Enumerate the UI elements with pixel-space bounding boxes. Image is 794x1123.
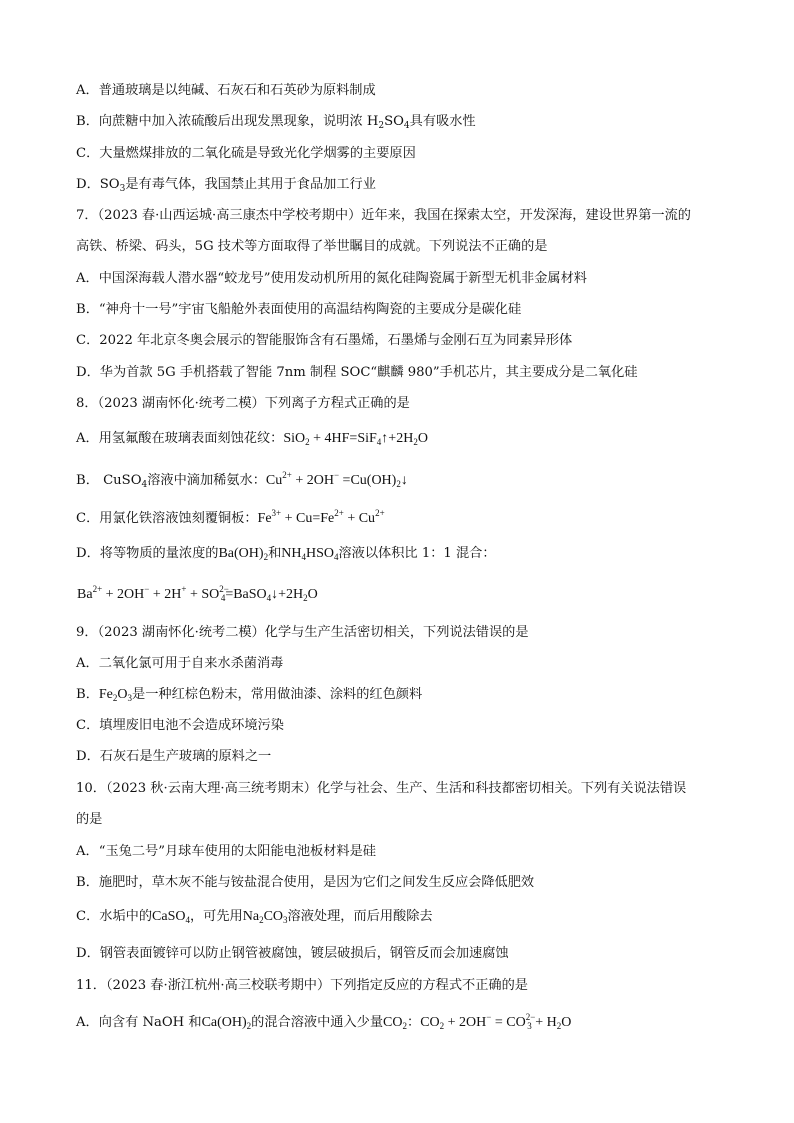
q11-stem: 11．（2023 春·浙江杭州·高三校联考期中）下列指定反应的方程式不正确的是: [76, 978, 528, 993]
q6-option-d: D．$SO_3$是有毒气体，我国禁止其用于食品加工行业: [76, 177, 376, 194]
q10-stem-line1: 10．（2023 秋·云南大理·高三统考期末）化学与社会、生产、生活和科技都密切相关。下列有关说法错误: [76, 781, 687, 796]
q10-option-d: D．钢管表面镀锌可以防止钢管被腐蚀，镀层破损后，钢管反而会加速腐蚀: [76, 946, 509, 961]
q10-option-c: C．水垢中的CaSO$_4$，可先用$Na_2CO_3$溶液处理，而后用酸除去: [76, 909, 433, 925]
q9-option-a: A．二氧化氯可用于自来水杀菌消毒: [76, 656, 284, 671]
q7-option-d: D．华为首款 5G 手机搭载了智能 7nm 制程 SOC“麒麟 980”手机芯片，其主要成分是二氧化硅: [76, 365, 638, 380]
q10-stem-line2: 的是: [76, 812, 103, 827]
q8-option-a: A．用氢氟酸在玻璃表面刻蚀花纹：$SiO_2 + 4HF=SiF_4↑+2H_2O$: [76, 431, 428, 447]
q8-option-d-equation: $Ba^{2+} + 2OH^- + 2H^+$ + $SO^{2-}_4=BaSO_4↓+2H_2O$: [77, 584, 318, 603]
q8-option-b: B． CuSO$_4$溶液中滴加稀氨水：$Cu^{2+} + 2OH^-$ $=Cu(OH)_2↓$: [76, 470, 408, 490]
q6-option-b: B．向蔗糖中加入浓硫酸后出现发黑现象，说明浓 $H_2SO_4$具有吸水性: [76, 114, 476, 131]
q8-option-d: D．将等物质的量浓度的$Ba(OH)_2$和$NH_4HSO_4$溶液以体积比 1：1 混合：: [76, 546, 496, 562]
q11-option-a: A．向含有 NaOH 和$Ca(OH)_2$的混合溶液中通入少量$CO_2$：$CO_2 + 2OH^- = CO^{2-}_3 + H_2O$: [76, 1012, 572, 1031]
q9-stem: 9．（2023 湖南怀化·统考二模）化学与生产生活密切相关，下列说法错误的是: [76, 625, 529, 640]
q7-option-a: A．中国深海载人潜水器“蛟龙号”使用发动机所用的氮化硅陶瓷属于新型无机非金属材料: [76, 271, 587, 286]
q10-option-b: B．施肥时，草木灰不能与铵盐混合使用，是因为它们之间发生反应会降低肥效: [76, 875, 535, 890]
q6-option-c: C．大量燃煤排放的二氧化硫是导致光化学烟雾的主要原因: [76, 146, 416, 161]
q9-option-c: C．填埋废旧电池不会造成环境污染: [76, 718, 284, 733]
q7-stem-line1: 7．（2023 春·山西运城·高三康杰中学校考期中）近年来，我国在探索太空，开发深海，建设世界第一流的: [76, 208, 691, 223]
q8-stem: 8．（2023 湖南怀化·统考二模）下列离子方程式正确的是: [76, 396, 410, 411]
q10-option-a: A．“玉兔二号”月球车使用的太阳能电池板材料是硅: [76, 844, 376, 859]
q9-option-b: B．$Fe_2O_3$是一种红棕色粉末，常用做油漆、涂料的红色颜料: [76, 687, 423, 703]
q7-option-b: B．“神舟十一号”宇宙飞船舱外表面使用的高温结构陶瓷的主要成分是碳化硅: [76, 302, 522, 317]
q6-option-a: A．普通玻璃是以纯碱、石灰石和石英砂为原料制成: [76, 83, 376, 98]
q9-option-d: D．石灰石是生产玻璃的原料之一: [76, 749, 272, 764]
q8-option-c: C．用氯化铁溶液蚀刻覆铜板：$Fe^{3+} + Cu=Fe^{2+} + Cu^{2+}$: [76, 508, 385, 526]
q7-option-c: C．2022 年北京冬奥会展示的智能服饰含有石墨烯，石墨烯与金刚石互为同素异形体: [76, 333, 573, 348]
q7-stem-line2: 高铁、桥梁、码头，5G 技术等方面取得了举世瞩目的成就。下列说法不正确的是: [76, 239, 548, 254]
